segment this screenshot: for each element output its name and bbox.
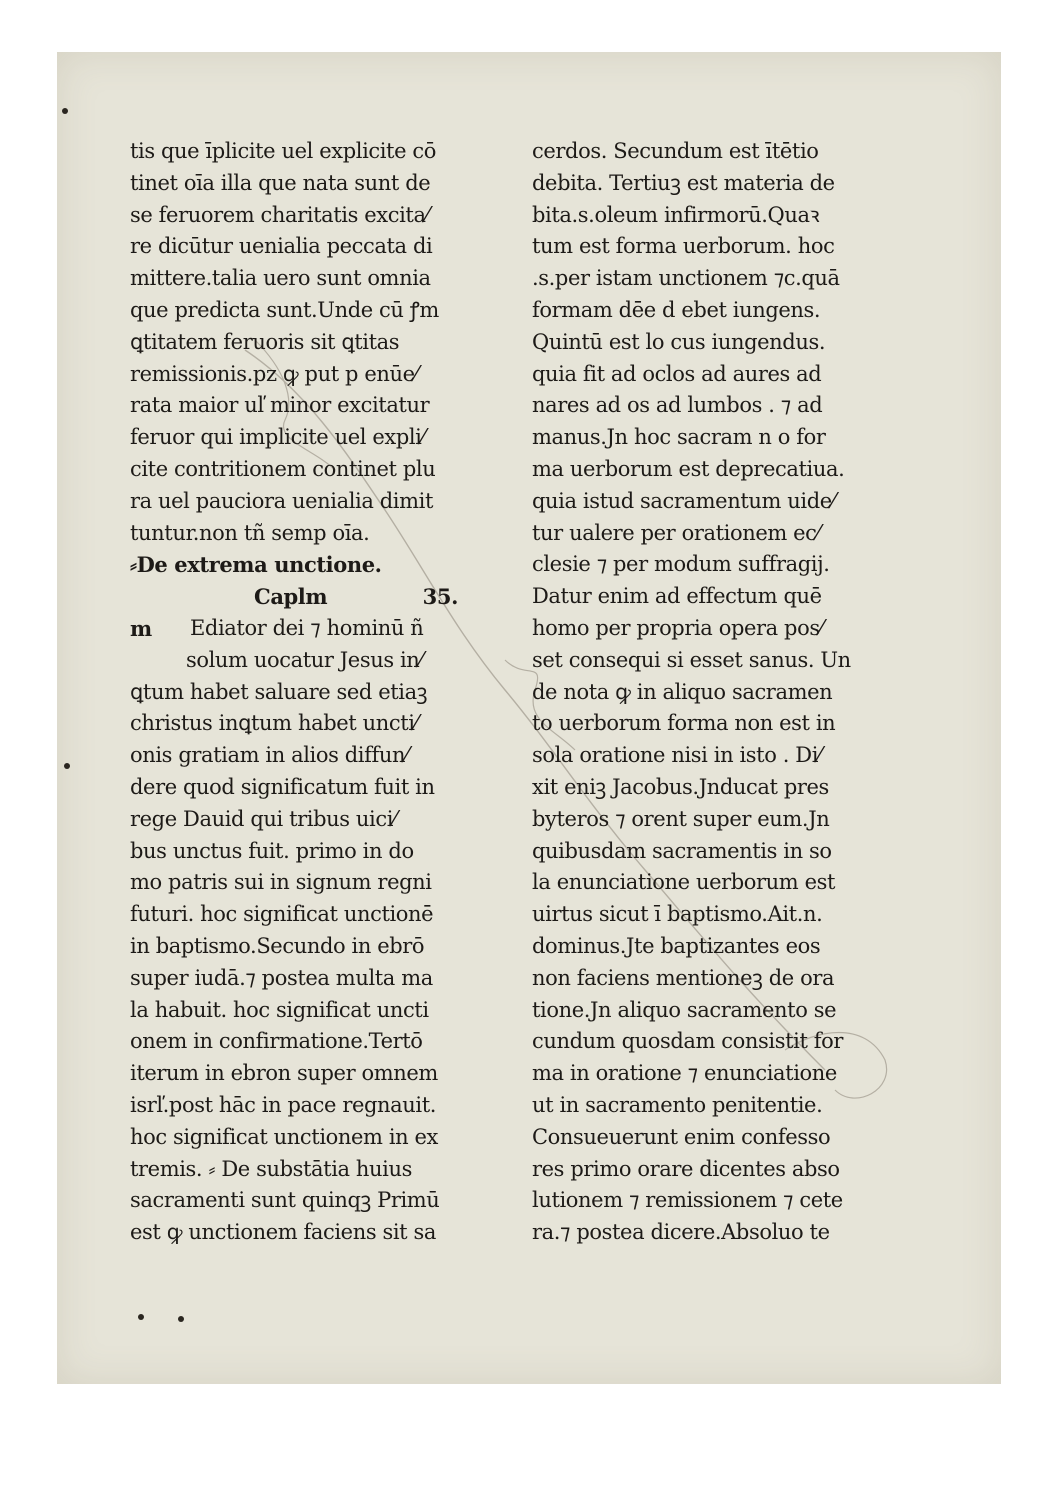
chapter-label: Caplm xyxy=(254,584,328,610)
text-line: ma in oratione ⁊ enunciatione xyxy=(532,1061,837,1086)
text-line: tuntur.non tñ semp oīa. xyxy=(130,520,370,545)
text-line: homo per propria opera pos⁄ xyxy=(532,615,823,640)
text-line: solum uocatur Jesus in⁄ xyxy=(186,647,423,672)
ink-dot xyxy=(138,1314,144,1320)
text-line: tis que īplicite uel explicite cō xyxy=(130,139,437,163)
ink-dot xyxy=(62,108,68,114)
text-line: .s.per istam unctionem ⁊c.quā xyxy=(532,266,840,291)
text-line: lutionem ⁊ remissionem ⁊ cete xyxy=(532,1188,843,1213)
text-line: ra uel pauciora uenialia dimit xyxy=(130,488,433,513)
text-line: rata maior uľ minor excitatur xyxy=(130,393,430,418)
text-line: in baptismo.Secundo in ebrō xyxy=(130,933,425,958)
text-line: la habuit. hoc significat uncti xyxy=(130,997,429,1022)
text-line: quibusdam sacramentis in so xyxy=(532,838,832,863)
text-line: ꝗtitatem feruoris sit ꝗtitas xyxy=(130,329,400,354)
right-text-column xyxy=(532,136,872,1249)
guide-letter: m xyxy=(130,615,152,641)
text-line: quia fit ad oclos ad aures ad xyxy=(532,361,822,386)
left-paragraph-block-a xyxy=(130,136,470,549)
text-line: christus inꝗtum habet uncti⁄ xyxy=(130,711,418,736)
text-line: mo patris sui in signum regni xyxy=(130,870,432,895)
text-line: re dicūtur uenialia peccata di xyxy=(130,234,433,259)
text-line: clesie ⁊ per modum suffragij. xyxy=(532,552,830,577)
text-line: de nota ꝙ in aliquo sacramen xyxy=(532,679,833,704)
text-line: ꝗtum habet saluare sed etiaꝫ xyxy=(130,679,428,704)
text-line: dere quod significatum fuit in xyxy=(130,774,435,799)
chapter-number: 35. xyxy=(422,584,458,610)
text-line: rege Dauid qui tribus uici⁄ xyxy=(130,806,397,831)
text-line: byteros ⁊ orent super eum.Jn xyxy=(532,806,830,831)
initial-line: Ediator dei ⁊ hominū ñ xyxy=(190,615,424,640)
text-line: xit eniꝫ Jacobus.Jnducat pres xyxy=(532,774,829,799)
left-paragraph-block-b xyxy=(130,645,470,1249)
text-line: feruor qui implicite uel expli⁄ xyxy=(130,425,425,450)
text-line: manus.Jn hoc sacram n o for xyxy=(532,425,826,450)
text-line: cite contritionem continet plu xyxy=(130,456,436,481)
initial-line-row xyxy=(130,613,470,645)
ink-dot xyxy=(178,1316,184,1322)
text-line: debita. Tertiuꝫ est materia de xyxy=(532,170,835,195)
rubric-heading: ⸗De extrema unctione. xyxy=(130,552,382,578)
text-line: Datur enim ad effectum quē xyxy=(532,584,822,609)
text-line: uirtus sicut ī baptismo.Ait.n. xyxy=(532,902,823,927)
text-line: tinet oīa illa que nata sunt de xyxy=(130,170,431,195)
text-line: est ꝙ unctionem faciens sit sa xyxy=(130,1220,436,1245)
text-line: onis gratiam in alios diffun⁄ xyxy=(130,743,409,768)
text-line: la enunciatione uerborum est xyxy=(532,870,836,895)
text-line: tremis. ⸗ De substātia huius xyxy=(130,1156,412,1181)
text-line: super iudā.⁊ postea multa ma xyxy=(130,965,433,990)
text-line: bita.s.oleum infirmorū.Quaꝛ xyxy=(532,202,820,227)
text-line: Quintū est lo cus iungendus. xyxy=(532,329,826,354)
ink-dot xyxy=(64,763,70,769)
text-line: isrľ.post hāc in pace regnauit. xyxy=(130,1092,437,1117)
text-line: tione.Jn aliquo sacramento se xyxy=(532,997,837,1022)
text-line: to uerborum forma non est in xyxy=(532,711,836,736)
text-line: tur ualere per orationem ec⁄ xyxy=(532,520,820,545)
text-line: res primo orare dicentes abso xyxy=(532,1156,840,1181)
text-line: Consueuerunt enim confesso xyxy=(532,1124,831,1149)
text-line: futuri. hoc significat unctionē xyxy=(130,902,434,927)
chapter-heading xyxy=(130,581,470,613)
text-line: hoc significat unctionem in ex xyxy=(130,1124,439,1149)
text-line: formam dēe d ebet iungens. xyxy=(532,297,821,322)
text-line: dominus.Jte baptizantes eos xyxy=(532,933,821,958)
text-line: ra.⁊ postea dicere.Absoluo te xyxy=(532,1220,830,1245)
text-line: iterum in ebron super omnem xyxy=(130,1061,438,1086)
text-line: non faciens mentioneꝫ de ora xyxy=(532,965,835,990)
text-line: se feruorem charitatis excita⁄ xyxy=(130,202,429,227)
text-line: cundum quosdam consistit for xyxy=(532,1029,844,1054)
text-line: ma uerborum est deprecatiua. xyxy=(532,456,845,481)
text-line: quia istud sacramentum uide⁄ xyxy=(532,488,835,513)
text-line: nares ad os ad lumbos . ⁊ ad xyxy=(532,393,823,418)
text-line: sacramenti sunt quinqꝫ Primū xyxy=(130,1188,440,1213)
text-line: cerdos. Secundum est ītētio xyxy=(532,139,819,163)
text-line: bus unctus fuit. primo in do xyxy=(130,838,414,863)
text-line: set consequi si esset sanus. Un xyxy=(532,647,851,672)
text-line: que predicta sunt.Unde cū ꝭm xyxy=(130,297,439,322)
text-line: remissionis.pz ꝙ put p enūe⁄ xyxy=(130,361,418,386)
text-line: mittere.talia uero sunt omnia xyxy=(130,266,431,291)
text-line: tum est forma uerborum. hoc xyxy=(532,234,835,259)
text-line: onem in confirmatione.Tertō xyxy=(130,1029,423,1054)
text-line: ut in sacramento penitentie. xyxy=(532,1092,823,1117)
text-line: sola oratione nisi in isto . Di⁄ xyxy=(532,743,822,768)
left-text-column xyxy=(130,136,470,1249)
